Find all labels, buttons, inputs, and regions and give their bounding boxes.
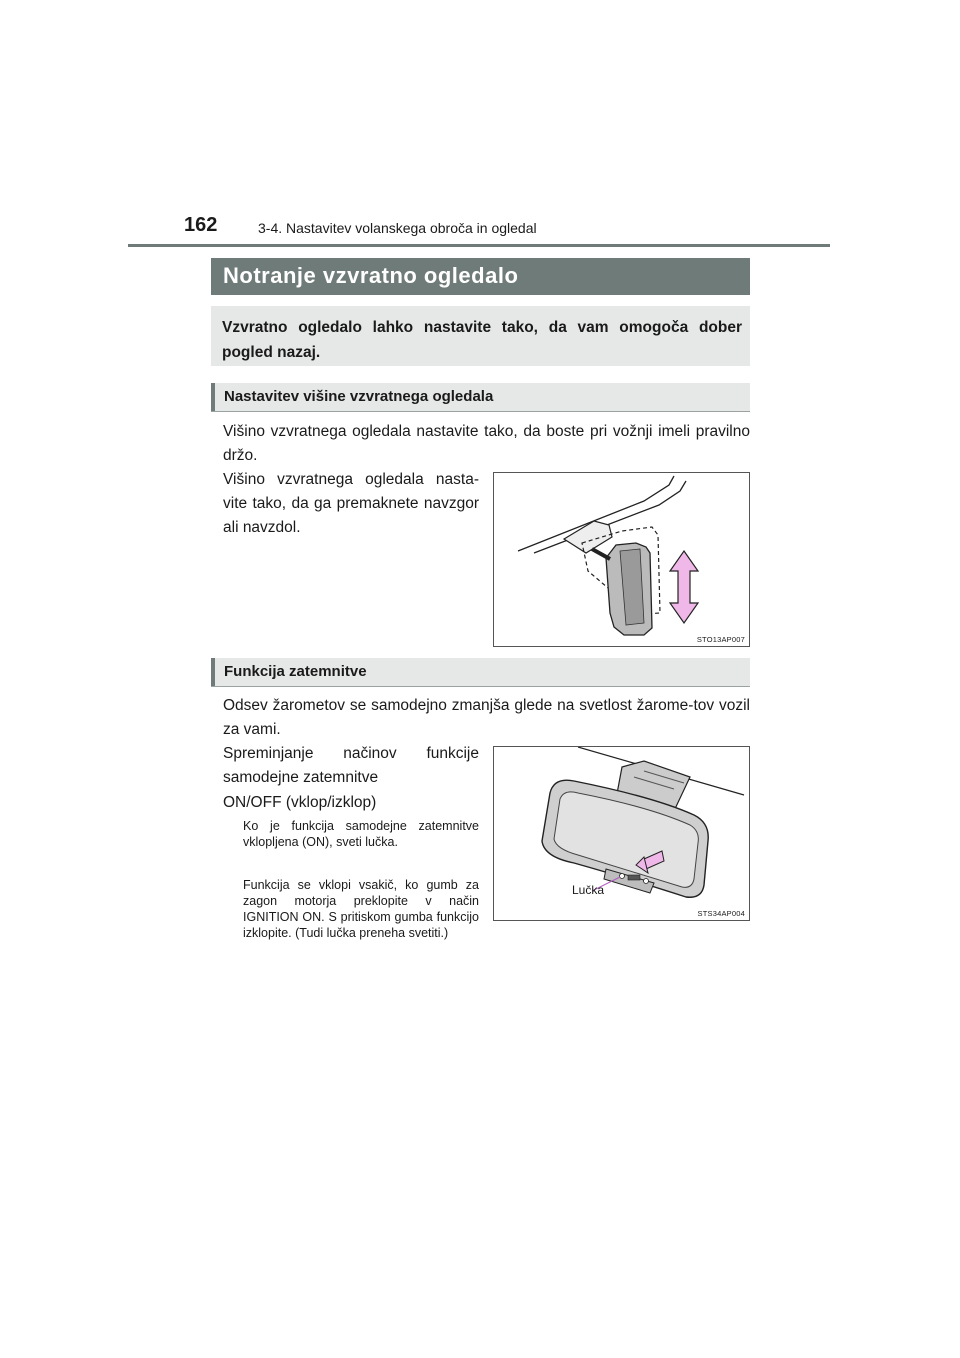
dimming-note-1: Ko je funkcija samodejne zatemnitve vklopljena (ON), sveti lučka. xyxy=(243,819,479,849)
figure-code: STS34AP004 xyxy=(697,909,745,918)
intro-text: Vzvratno ogledalo lahko nastavite tako, da vam omogoča dober pogled nazaj. xyxy=(222,319,742,361)
height-instruction: Višino vzvratnega ogledala nasta-vite tako, da ga premaknete navzgor ali navzdol. xyxy=(223,471,479,536)
dimming-note-2: Funkcija se vklopi vsakič, ko gumb za zagon motorja preklopite v način IGNITION ON. S pritiskom gumba funkcijo izklopite. (Tudi lučka preneha svetiti.) xyxy=(243,878,479,940)
page-number: 162 xyxy=(184,214,218,236)
dimming-modes-intro: Spreminjanje načinov funkcije samodejne zatemnitve xyxy=(223,745,479,786)
figure-code: STO13AP007 xyxy=(696,635,745,644)
chapter-title: 3-4. Nastavitev volanskega obroča in ogledal xyxy=(258,220,537,236)
height-paragraph: Višino vzvratnega ogledala nastavite tako, da boste pri vožnji imeli pravilno držo. xyxy=(223,423,750,464)
auto-dimming-figure xyxy=(493,746,750,921)
header-rule xyxy=(128,244,830,247)
subsection-height-header xyxy=(211,383,750,411)
section-header xyxy=(211,258,750,295)
auto-dimming-illustration xyxy=(494,747,749,920)
dimming-paragraph: Odsev žarometov se samodejno zmanjša glede na svetlost žarome-tov vozil za vami. xyxy=(223,697,750,738)
dimming-mode-label: ON/OFF (vklop/izklop) xyxy=(223,794,377,811)
subsection-height-title: Nastavitev višine vzvratnega ogledala xyxy=(224,388,494,405)
indicator-label: Lučka xyxy=(572,883,605,897)
subsection-dimming-title: Funkcija zatemnitve xyxy=(224,663,367,680)
subsection-dimming-header xyxy=(211,658,750,686)
section-title: Notranje vzvratno ogledalo xyxy=(223,263,519,288)
mirror-height-figure xyxy=(493,472,750,647)
intro-box xyxy=(211,306,750,366)
mirror-height-illustration xyxy=(494,473,749,646)
